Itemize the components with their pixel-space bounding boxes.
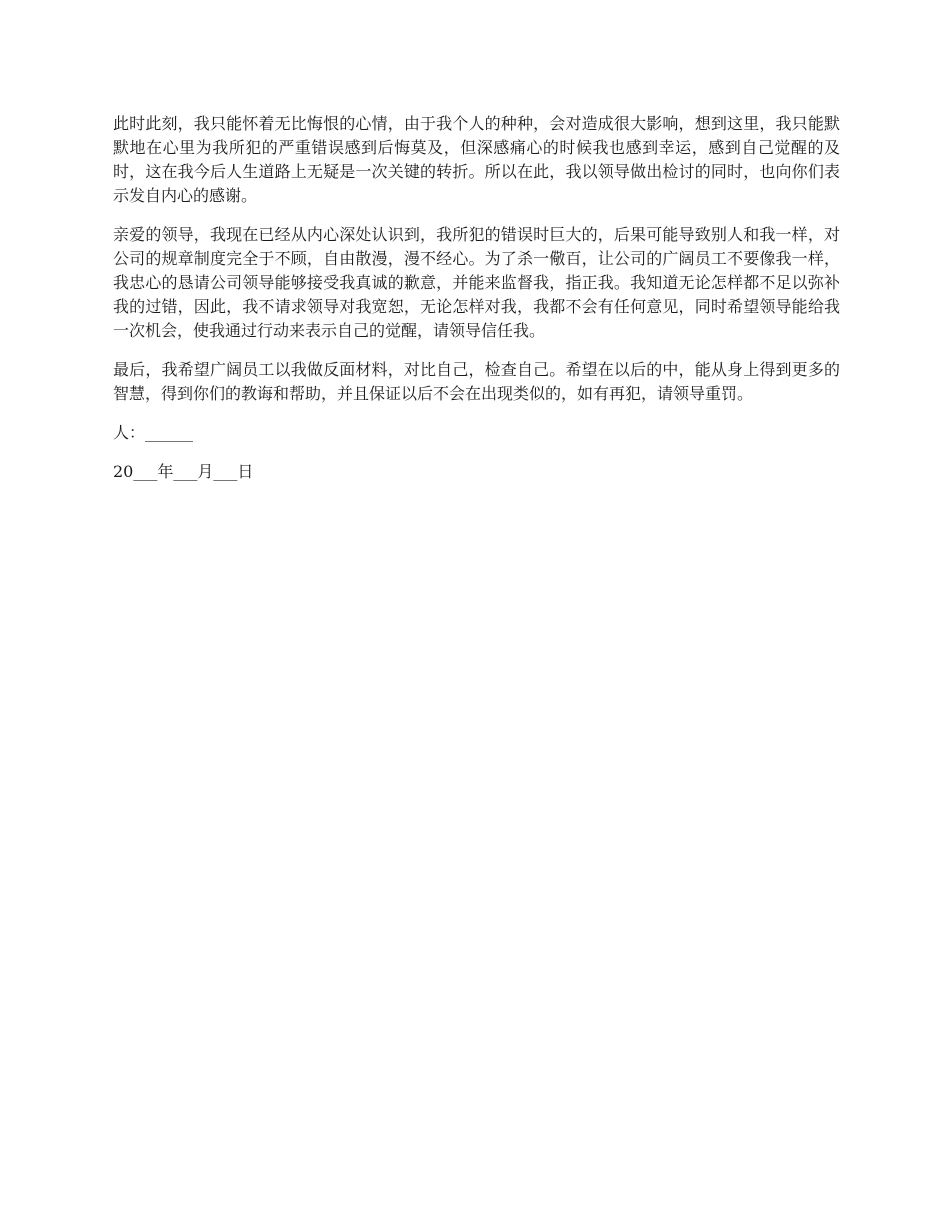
- signature-line: 人：______: [113, 423, 194, 442]
- document-page: [113, 112, 840, 499]
- paragraph-conclusion: 最后，我希望广阔员工以我做反面材料，对比自己，检查自己。希望在以后的中，能从身上得到更多的智慧，得到你们的教诲和帮助，并且保证以后不会在出现类似的，如有再犯，请领导重罚。: [113, 360, 840, 403]
- date-line: 20___年___月___日: [113, 462, 254, 481]
- paragraph-remorse: 此时此刻，我只能怀着无比悔恨的心情，由于我个人的种种，会对造成很大影响，想到这里，我只能默默地在心里为我所犯的严重错误感到后悔莫及，但深感痛心的时候我也感到幸运，感到自己觉醒的及时，这在我今后人生道路上无疑是一次关键的转折。所以在此，我以领导做出检讨的同时，也向你们表示发自内心的感谢。: [113, 114, 840, 205]
- paragraph-apology: 亲爱的领导，我现在已经从内心深处认识到，我所犯的错误时巨大的，后果可能导致别人和我一样，对公司的规章制度完全于不顾，自由散漫，漫不经心。为了杀一儆百，让公司的广阔员工不要像我一样，我忠心的恳请公司领导能够接受我真诚的歉意，并能来监督我，指正我。我知道无论怎样都不足以弥补我的过错，因此，我不请求领导对我宽恕，无论怎样对我，我都不会有任何意见，同时希望领导能给我一次机会，使我通过行动来表示自己的觉醒，请领导信任我。: [113, 225, 840, 340]
